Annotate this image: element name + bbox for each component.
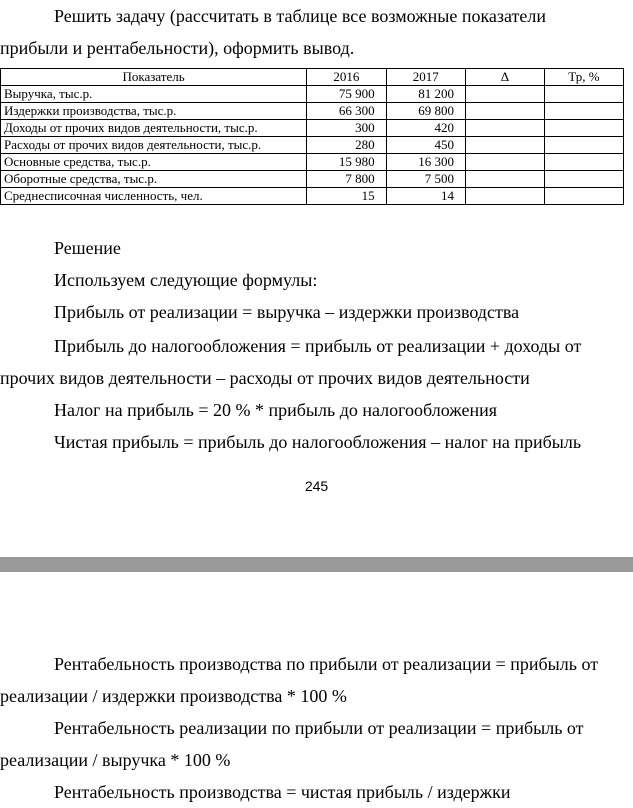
table-row [1,103,624,120]
table-row [1,120,624,137]
header-2017: 2017 [386,69,465,86]
formula-net-profit: Чистая прибыль = прибыль до налогообложения – налог на прибыль [54,432,582,452]
solution-heading: Решение [54,238,121,258]
cell-indicator-name: Расходы от прочих видов деятельности, тыс.р. [1,137,307,154]
header-growth-rate: Тр, % [544,69,623,86]
formulas-intro: Используем следующие формулы: [54,270,318,290]
formula-net-profitability-line-1: Рентабельность производства = чистая прибыль / издержки [54,782,511,802]
cell-value-2017: 16 300 [386,154,465,171]
cell-indicator-name: Выручка, тыс.р. [1,86,307,103]
cell-growth-rate [544,188,623,205]
cell-value-2016: 7 800 [307,171,386,188]
cell-indicator-name: Издержки производства, тыс.р. [1,103,307,120]
formula-income-tax: Налог на прибыль = 20 % * прибыль до налогообложения [54,400,498,420]
cell-growth-rate [544,171,623,188]
cell-delta [466,137,545,154]
task-text-line-1: Решить задачу (рассчитать в таблице все возможные показатели [54,6,547,26]
cell-growth-rate [544,86,623,103]
cell-value-2017: 69 800 [386,103,465,120]
formula-pretax-profit-line-2: прочих видов деятельности – расходы от прочих видов деятельности [0,368,530,388]
cell-delta [466,120,545,137]
cell-value-2017: 420 [386,120,465,137]
formula-sales-profit: Прибыль от реализации = выручка – издержки производства [54,302,520,322]
header-indicator: Показатель [1,69,307,86]
cell-indicator-name: Оборотные средства, тыс.р. [1,171,307,188]
indicators-table [0,68,624,205]
cell-value-2016: 66 300 [307,103,386,120]
cell-indicator-name: Основные средства, тыс.р. [1,154,307,171]
document-page-next [0,572,633,800]
formula-sales-profitability-line-1: Рентабельность реализации по прибыли от реализации = прибыль от [54,718,584,738]
cell-value-2016: 15 [307,188,386,205]
cell-growth-rate [544,154,623,171]
table-header-row [1,69,624,86]
formula-pretax-profit-line-1: Прибыль до налогообложения = прибыль от реализации + доходы от [54,336,582,356]
cell-value-2017: 81 200 [386,86,465,103]
task-text-line-2: прибыли и рентабельности), оформить вывод. [0,38,355,58]
page-separator [0,557,633,572]
cell-growth-rate [544,137,623,154]
header-delta: Δ [466,69,545,86]
cell-growth-rate [544,120,623,137]
cell-delta [466,154,545,171]
header-2016: 2016 [307,69,386,86]
cell-indicator-name: Среднесписочная численность, чел. [1,188,307,205]
cell-value-2016: 75 900 [307,86,386,103]
formula-sales-profitability-line-2: реализации / выручка * 100 % [0,750,231,770]
cell-delta [466,103,545,120]
formula-production-profitability-line-1: Рентабельность производства по прибыли от реализации = прибыль от [54,654,599,674]
cell-delta [466,188,545,205]
cell-delta [466,171,545,188]
table-body [1,86,624,205]
table-row [1,171,624,188]
table-row [1,188,624,205]
cell-value-2017: 14 [386,188,465,205]
page-number: 245 [304,478,329,494]
cell-value-2016: 280 [307,137,386,154]
cell-growth-rate [544,103,623,120]
cell-value-2016: 300 [307,120,386,137]
cell-indicator-name: Доходы от прочих видов деятельности, тыс.р. [1,120,307,137]
cell-value-2017: 7 500 [386,171,465,188]
table-row [1,154,624,171]
cell-value-2016: 15 980 [307,154,386,171]
table-row [1,86,624,103]
cell-value-2017: 450 [386,137,465,154]
formula-production-profitability-line-2: реализации / издержки производства * 100 % [0,686,347,706]
table-row [1,137,624,154]
cell-delta [466,86,545,103]
